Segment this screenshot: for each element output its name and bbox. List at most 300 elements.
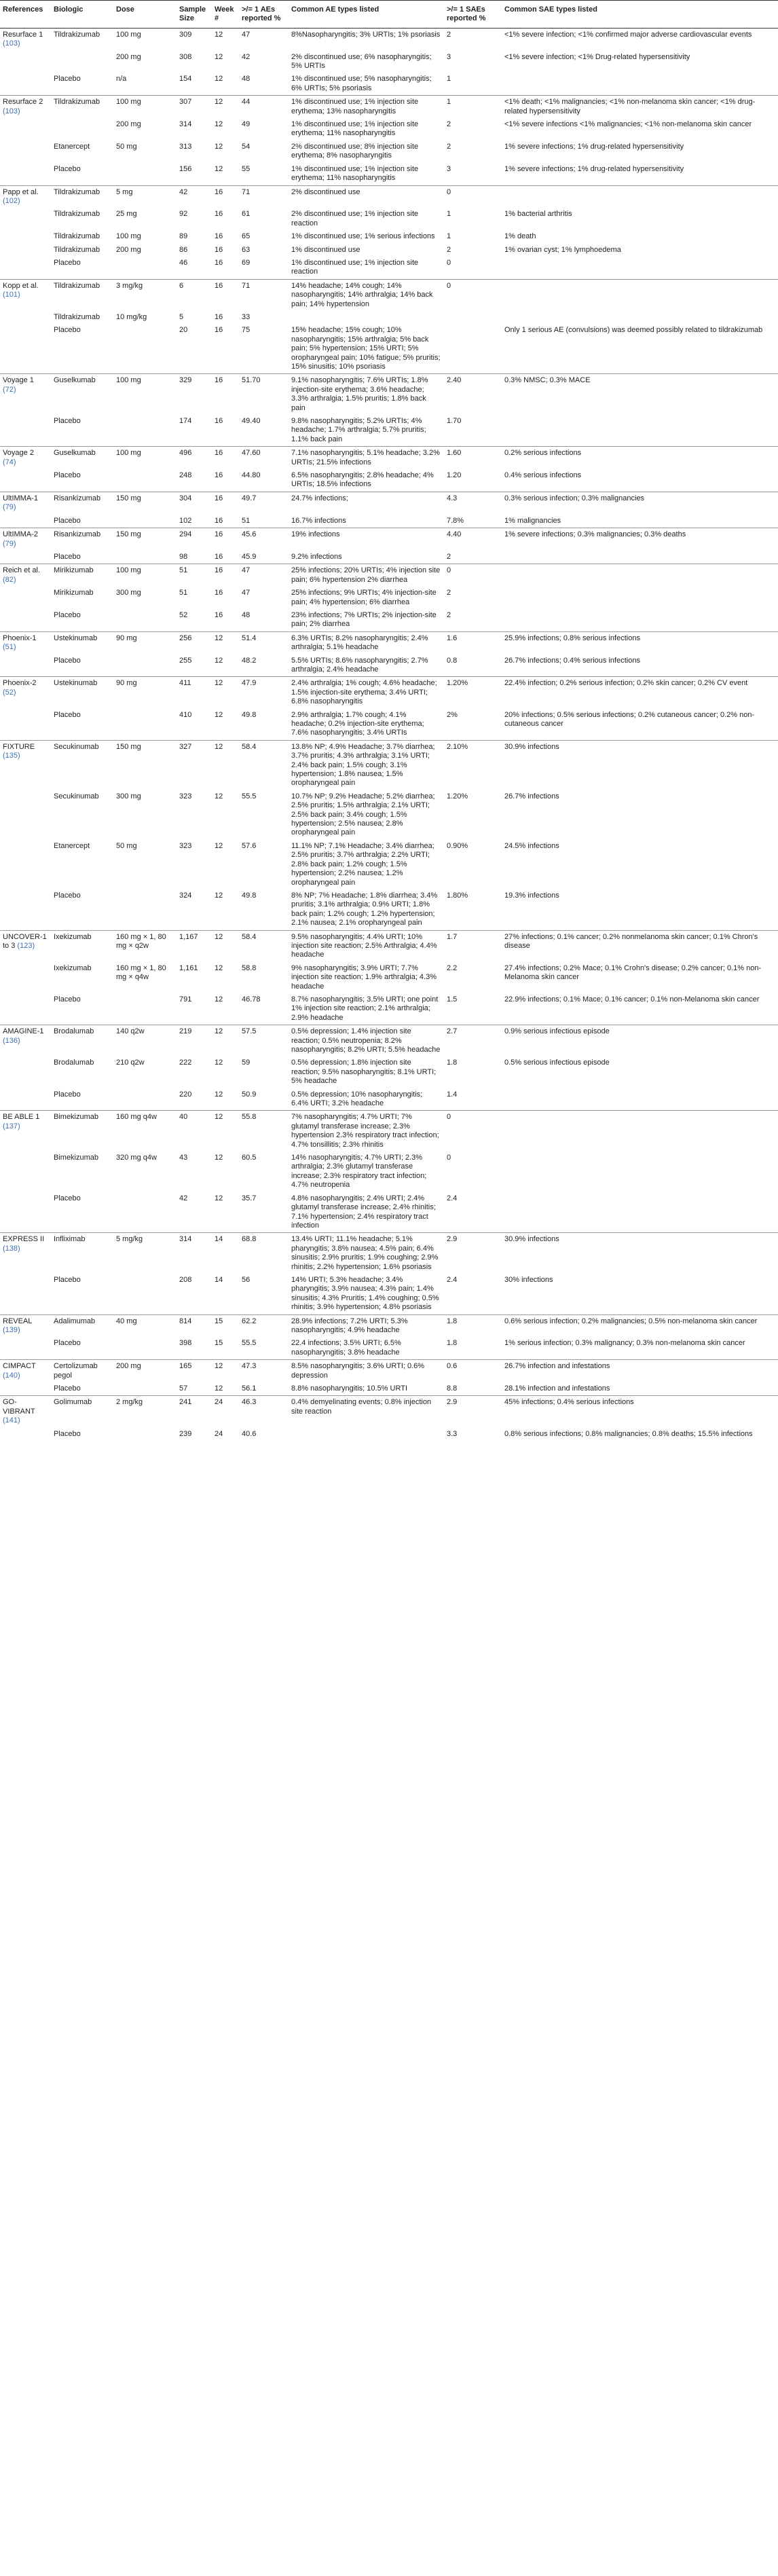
citation-link[interactable]: (141) [3, 1416, 20, 1425]
sample-size-cell: 329 [177, 374, 212, 415]
table-row [0, 889, 778, 930]
study-name: Resurface 1 [3, 30, 43, 39]
ae-percent-cell: 55 [242, 164, 251, 173]
sample-size-cell: 51 [179, 589, 188, 597]
biologic-cell: Placebo [54, 1384, 81, 1393]
reference-cell [0, 1428, 51, 1441]
table-row [0, 1088, 778, 1111]
table-row [0, 185, 778, 208]
common-ae-cell: 14% nasopharyngitis; 4.7% URTI; 2.3% arthralgia; 2.3% glutamyl transferase increase; 2.3% respiratory tract infection; 4.7% neutropenia [291, 1154, 427, 1190]
sample-size-cell: 5 [179, 312, 184, 321]
common-ae-cell: 2% discontinued use; 8% injection site erythema; 8% nasopharyngitis [291, 142, 419, 160]
biologic-cell: Etanercept [54, 142, 90, 151]
common-ae-cell: 9.8% nasopharyngitis; 5.2% URTIs; 4% headache; 1.7% arthralgia; 5.7% pruritis; 1.1% back pain [291, 417, 426, 443]
common-sae-cell: 25.9% infections; 0.8% serious infections [502, 631, 778, 654]
table-row [0, 1111, 778, 1152]
study-name: CIMPACT [3, 1362, 36, 1371]
reference-cell [0, 1233, 51, 1274]
reference-cell [0, 28, 51, 50]
citation-link[interactable]: (101) [3, 291, 20, 299]
common-ae-cell: 15% headache; 15% cough; 10% nasopharyngitis; 15% arthralgia; 5% back pain; 5% hypertension; 15% URTI; 5% oropharyngeal pain; 10% fatigue; 5% pruritis; 15% sinusitis; 10% psoriasis [291, 326, 441, 371]
reference-cell [0, 930, 51, 962]
study-name: AMAGINE-1 [3, 1027, 44, 1036]
dose-cell: 50 mg [116, 841, 137, 850]
dose-cell: 100 mg [113, 96, 177, 118]
dose-cell [113, 515, 177, 528]
reference-cell [0, 1360, 51, 1382]
week-cell: 16 [212, 374, 239, 415]
dose-cell [113, 257, 177, 279]
reference-cell [0, 740, 51, 790]
citation-link[interactable]: (102) [3, 196, 20, 205]
week-cell: 16 [212, 279, 239, 311]
common-sae-cell [502, 587, 778, 609]
citation-link[interactable]: (103) [3, 39, 20, 48]
reference-cell [0, 311, 51, 324]
common-ae-cell: 0.5% depression; 1.4% injection site reaction; 0.5% neutropenia; 8.2% nasopharyngitis; 8.2% URTI; 5.5% headache [289, 1025, 444, 1057]
common-ae-cell: 1% discontinued use [291, 245, 360, 254]
ae-percent-cell: 57.5 [239, 1025, 289, 1057]
common-sae-cell: 22.4% infection; 0.2% serious infection; 0.2% skin cancer; 0.2% CV event [502, 677, 778, 709]
common-ae-cell: 28.9% infections; 7.2% URTI; 5.3% nasopharyngitis; 4.9% headache [289, 1314, 444, 1337]
sample-size-cell: 222 [179, 1059, 192, 1067]
ae-percent-cell: 51.4 [239, 631, 289, 654]
week-cell: 12 [215, 1154, 223, 1162]
reference-cell [0, 469, 51, 492]
common-ae-cell: 8.8% nasopharyngitis; 10.5% URTI [291, 1384, 407, 1393]
table-row [0, 1396, 778, 1428]
sae-percent-cell: 1.6 [444, 631, 502, 654]
week-cell: 12 [212, 1360, 239, 1382]
week-cell: 12 [215, 841, 223, 850]
citation-link[interactable]: (51) [3, 643, 16, 652]
reference-cell [0, 631, 51, 654]
sae-percent-cell: 0 [447, 1154, 451, 1162]
biologic-cell: Placebo [54, 552, 81, 561]
biologic-cell: Placebo [54, 610, 81, 619]
sae-percent-cell: 4.40 [444, 528, 502, 551]
week-cell: 16 [212, 528, 239, 551]
biologic-cell: Tildrakizumab [54, 245, 100, 254]
sae-percent-cell: 3.3 [447, 1429, 458, 1438]
reference-cell [0, 1025, 51, 1057]
common-sae-cell: 30.9% infections [502, 740, 778, 790]
dose-cell [113, 551, 177, 564]
common-sae-cell: 1% malignancies [504, 516, 561, 525]
citation-link[interactable]: (79) [3, 503, 16, 512]
study-name: REVEAL [3, 1317, 33, 1325]
reference-cell [0, 185, 51, 208]
table-row [0, 1274, 778, 1314]
citation-link[interactable]: (139) [3, 1325, 20, 1334]
biologic-cell: Placebo [54, 75, 81, 84]
table-row [0, 257, 778, 279]
table-row [0, 492, 778, 514]
sample-size-cell: 219 [177, 1025, 212, 1057]
dose-cell: 100 mg [113, 564, 177, 587]
ae-percent-cell: 49.8 [242, 891, 257, 900]
week-cell: 12 [215, 75, 223, 84]
ae-percent-cell: 48 [242, 610, 251, 619]
sample-size-cell: 89 [179, 232, 188, 241]
table-row [0, 631, 778, 654]
common-sae-cell: 27.4% infections; 0.2% Mace; 0.1% Crohn's disease; 0.2% cancer; 0.1% non-Melanoma skin cancer [504, 963, 762, 982]
biologic-cell: Ixekizumab [54, 963, 92, 972]
reference-cell [0, 324, 51, 374]
table-row [0, 930, 778, 962]
table-row [0, 324, 778, 374]
common-sae-cell [502, 1152, 778, 1192]
common-sae-cell: 1% serious infection; 0.3% malignancy; 0.3% non-melanoma skin cancer [504, 1339, 745, 1348]
week-cell: 12 [215, 1090, 223, 1099]
common-ae-cell: 1% discontinued use; 1% injection site erythema; 11% nasopharyngitis [291, 164, 419, 183]
ae-percent-cell: 49.8 [242, 710, 257, 719]
table-row [0, 655, 778, 677]
common-ae-cell: 1% discontinued use; 1% injection site reaction [291, 258, 419, 276]
biologic-cell: Tildrakizumab [54, 312, 100, 321]
ae-percent-cell: 57.6 [242, 841, 257, 850]
biologic-cell: Mirikizumab [54, 589, 94, 597]
biologic-cell: Tildrakizumab [51, 185, 113, 208]
dose-cell: 160 mg q4w [113, 1111, 177, 1152]
table-row [0, 51, 778, 73]
biologic-cell: Tildrakizumab [51, 28, 113, 50]
dose-cell [113, 1088, 177, 1111]
ae-percent-cell: 60.5 [242, 1154, 257, 1162]
citation-link[interactable]: (140) [3, 1371, 20, 1380]
citation-link[interactable]: (74) [3, 458, 16, 466]
sae-percent-cell: 1 [447, 75, 451, 84]
week-cell: 12 [212, 740, 239, 790]
reference-cell [0, 1396, 51, 1428]
reference-cell [0, 551, 51, 564]
ae-percent-cell: 46.78 [242, 995, 261, 1004]
reference-cell [0, 374, 51, 415]
reference-cell [0, 244, 51, 257]
reference-cell [0, 1111, 51, 1152]
header-common-sae-types: Common SAE types listed [502, 1, 778, 29]
study-name: Phoenix-2 [3, 679, 37, 688]
biologic-cell: Etanercept [54, 841, 90, 850]
sample-size-cell: 208 [179, 1275, 192, 1284]
reference-cell [0, 1088, 51, 1111]
common-sae-cell: 30% infections [504, 1275, 553, 1284]
sae-percent-cell: 1.7 [444, 930, 502, 962]
common-ae-cell: 1% discontinued use; 1% injection site erythema; 13% nasopharyngitis [289, 96, 444, 118]
reference-cell [0, 1152, 51, 1192]
sample-size-cell: 220 [179, 1090, 192, 1099]
sample-size-cell: 154 [179, 75, 192, 84]
sae-percent-cell: 2 [447, 245, 451, 254]
dose-cell [113, 324, 177, 374]
week-cell: 12 [212, 1025, 239, 1057]
sample-size-cell: 255 [179, 656, 192, 665]
common-sae-cell: 19.3% infections [504, 891, 559, 900]
reference-cell [0, 1314, 51, 1337]
reference-cell [0, 1382, 51, 1396]
header-common-ae-types: Common AE types listed [289, 1, 444, 29]
table-row [0, 1360, 778, 1382]
dose-cell: 100 mg [113, 447, 177, 469]
week-cell: 16 [215, 245, 223, 254]
week-cell: 12 [215, 1059, 223, 1067]
table-row [0, 447, 778, 469]
common-sae-cell: 0.4% serious infections [504, 471, 582, 480]
sample-size-cell: 496 [177, 447, 212, 469]
common-ae-cell: 8.5% nasopharyngitis; 3.6% URTI; 0.6% depression [289, 1360, 444, 1382]
week-cell: 15 [215, 1339, 223, 1348]
week-cell: 12 [215, 792, 223, 801]
biologic-cell: Placebo [54, 995, 81, 1004]
dose-cell [113, 469, 177, 492]
biologic-cell: Placebo [54, 710, 81, 719]
dose-cell [113, 415, 177, 447]
week-cell: 12 [212, 1111, 239, 1152]
common-sae-cell: 1% ovarian cyst; 1% lymphoedema [504, 245, 621, 254]
common-sae-cell: 26.7% infections; 0.4% serious infections [504, 656, 640, 665]
citation-link[interactable]: (82) [3, 575, 16, 584]
ae-percent-cell: 35.7 [242, 1194, 257, 1202]
ae-percent-cell: 51.70 [239, 374, 289, 415]
dose-cell [113, 609, 177, 631]
ae-percent-cell: 58.4 [239, 740, 289, 790]
week-cell: 14 [215, 1275, 223, 1284]
biologic-cell: Placebo [54, 1275, 81, 1284]
ae-percent-cell: 54 [242, 142, 251, 151]
reference-cell [0, 528, 51, 551]
common-ae-cell: 25% infections; 9% URTIs; 4% injection-site pain; 4% hypertension; 6% diarrhea [291, 589, 437, 606]
common-ae-cell: 16.7% infections [291, 516, 346, 525]
week-cell: 16 [215, 417, 223, 426]
biologic-cell: Placebo [54, 1194, 81, 1202]
table-row [0, 73, 778, 95]
ae-percent-cell: 44 [239, 96, 289, 118]
dose-cell: n/a [116, 75, 127, 84]
sample-size-cell: 791 [179, 995, 192, 1004]
week-cell: 12 [212, 677, 239, 709]
reference-cell [0, 163, 51, 185]
table-row [0, 1025, 778, 1057]
citation-link[interactable]: (135) [3, 752, 20, 760]
citation-link[interactable]: (137) [3, 1122, 20, 1130]
sae-percent-cell: 1.20 [447, 471, 462, 480]
biologic-cell: Placebo [54, 417, 81, 426]
sample-size-cell: 102 [179, 516, 192, 525]
table-row [0, 208, 778, 230]
week-cell: 12 [215, 120, 223, 129]
ae-percent-cell: 48.2 [242, 656, 257, 665]
sample-size-cell: 156 [179, 164, 192, 173]
common-sae-cell: Only 1 serious AE (convulsions) was deemed possibly related to tildrakizumab [504, 326, 763, 335]
table-row [0, 1233, 778, 1274]
ae-percent-cell: 55.5 [242, 1339, 257, 1348]
biologic-cell [51, 51, 113, 73]
dose-cell [113, 993, 177, 1025]
table-row [0, 118, 778, 141]
ae-percent-cell: 71 [239, 185, 289, 208]
citation-link[interactable]: (123) [17, 941, 35, 950]
common-ae-cell: 14% URTI; 5.3% headache; 3.4% pharyngitis; 3.9% nausea; 4.3% pain; 1.4% sinusitis; 4.3% Pruritis; 1.4% coughing; 0.5% rhinitis; 3.9% hypertension; 4.8% psoriasis [291, 1275, 439, 1312]
sample-size-cell: 398 [179, 1339, 192, 1348]
dose-cell: 140 q2w [113, 1025, 177, 1057]
reference-cell [0, 655, 51, 677]
common-sae-cell: 0.8% serious infections; 0.8% malignancies; 0.8% deaths; 15.5% infections [504, 1429, 753, 1438]
reference-cell [0, 1274, 51, 1314]
study-name: UltIMMA-2 [3, 530, 38, 539]
biologic-cell: Tildrakizumab [54, 232, 100, 241]
sample-size-cell: 1,167 [177, 930, 212, 962]
table-row [0, 96, 778, 118]
ae-percent-cell: 50.9 [242, 1090, 257, 1099]
week-cell: 16 [215, 589, 223, 597]
study-name: Reich et al. [3, 566, 41, 575]
dose-cell [113, 1274, 177, 1314]
common-sae-cell: 0.5% serious infectious episode [504, 1059, 610, 1067]
common-ae-cell: 8.7% nasopharyngitis; 3.5% URTI; one point 1% injection site reaction; 2.1% arthralgia; 2.9% headache [291, 995, 439, 1022]
reference-cell [0, 141, 51, 163]
table-row [0, 1152, 778, 1192]
common-ae-cell: 2% discontinued use; 1% injection site reaction [291, 210, 419, 227]
table-row [0, 993, 778, 1025]
sae-percent-cell: 1 [447, 210, 451, 219]
sample-size-cell: 165 [177, 1360, 212, 1382]
reference-cell [0, 492, 51, 514]
reference-cell [0, 1337, 51, 1359]
citation-link[interactable]: (136) [3, 1036, 20, 1045]
common-sae-cell: 1% severe infections; 1% drug-related hypersensitivity [504, 142, 684, 151]
table-row [0, 244, 778, 257]
sae-percent-cell: 1.8 [444, 1314, 502, 1337]
common-sae-cell [502, 257, 778, 279]
study-name: GO-VIBRANT [3, 1398, 35, 1416]
week-cell: 12 [212, 96, 239, 118]
sample-size-cell: 42 [179, 1194, 188, 1202]
common-sae-cell: 24.5% infections [504, 841, 559, 850]
common-ae-cell: 6.3% URTIs; 8.2% nasopharyngitis; 2.4% arthralgia; 5.1% headache [289, 631, 444, 654]
table-row [0, 564, 778, 587]
ae-percent-cell: 61 [242, 210, 251, 219]
ae-percent-cell: 33 [242, 312, 251, 321]
sample-size-cell: 51 [177, 564, 212, 587]
sample-size-cell: 92 [179, 210, 188, 219]
week-cell: 16 [215, 232, 223, 241]
sample-size-cell: 241 [177, 1396, 212, 1428]
week-cell: 12 [215, 995, 223, 1004]
ae-percent-cell: 56 [242, 1275, 251, 1284]
dose-cell: 300 mg [116, 589, 141, 597]
common-ae-cell: 11.1% NP; 7.1% Headache; 3.4% diarrhea; 2.5% pruritis; 3.7% arthralgia; 2.2% URTI; 2.8% back pain; 1.2% cough; 1.5% hypertension; 2.2% nausea; 1.2% oropharyngeal pain [291, 841, 434, 887]
reference-cell [0, 609, 51, 631]
common-sae-cell: 1% severe infections; 1% drug-related hypersensitivity [504, 164, 684, 173]
week-cell: 16 [215, 326, 223, 335]
common-ae-cell: 25% infections; 20% URTIs; 4% injection site pain; 6% hypertension 2% diarrhea [289, 564, 444, 587]
sae-percent-cell: 1.8 [447, 1339, 458, 1348]
common-ae-cell: 1% discontinued use; 1% serious infections [291, 232, 435, 241]
common-ae-cell: 0.5% depression; 1.8% injection site reaction; 9.5% nasopharyngitis; 8.1% URTI; 5% headache [291, 1059, 437, 1086]
ae-percent-cell: 44.80 [242, 471, 261, 480]
ae-percent-cell: 48 [242, 75, 251, 84]
dose-cell: 5 mg/kg [113, 1233, 177, 1274]
week-cell: 16 [215, 312, 223, 321]
citation-link[interactable]: (103) [3, 107, 20, 115]
reference-cell [0, 1192, 51, 1233]
sae-percent-cell: 2.7 [444, 1025, 502, 1057]
biologic-cell: Mirikizumab [51, 564, 113, 587]
citation-link[interactable]: (79) [3, 539, 16, 548]
citation-link[interactable]: (72) [3, 385, 16, 394]
sae-percent-cell: 2% [447, 710, 458, 719]
common-ae-cell: 6.5% nasopharyngitis; 2.8% headache; 4% URTIs; 18.5% infections [291, 471, 434, 489]
common-sae-cell [502, 1192, 778, 1233]
dose-cell: 100 mg [113, 28, 177, 50]
study-name: EXPRESS II [3, 1235, 45, 1244]
common-ae-cell: 1% discontinued use; 1% injection site erythema; 11% nasopharyngitis [291, 120, 419, 138]
reference-cell [0, 790, 51, 840]
common-ae-cell: 2.4% arthralgia; 1% cough; 4.6% headache; 1.5% injection-site erythema; 3.4% URTI; 6.8% nasopharyngitis [289, 677, 444, 709]
dose-cell: 320 mg q4w [116, 1154, 157, 1162]
sample-size-cell: 313 [179, 142, 192, 151]
common-sae-cell: 0.3% NMSC; 0.3% MACE [502, 374, 778, 415]
common-ae-cell: 0.5% depression; 10% nasopharyngitis; 6.4% URTI; 3.2% headache [291, 1090, 423, 1108]
common-sae-cell: 1% severe infections; 0.3% malignancies; 0.3% deaths [502, 528, 778, 551]
sae-percent-cell: 2.40 [444, 374, 502, 415]
citation-link[interactable]: (138) [3, 1244, 20, 1253]
sample-size-cell: 256 [177, 631, 212, 654]
common-ae-cell: 22.4 infections; 3.5% URTI; 6.5% nasopharyngitis; 3.8% headache [291, 1339, 401, 1357]
reference-cell [0, 889, 51, 930]
table-row [0, 1337, 778, 1359]
common-ae-cell: 8%Nasopharyngitis; 3% URTIs; 1% psoriasis [289, 28, 444, 50]
biologic-cell: Adalimumab [51, 1314, 113, 1337]
common-ae-cell: 24.7% infections; [289, 492, 444, 514]
dose-cell: 210 q2w [116, 1059, 145, 1067]
dose-cell: 200 mg [113, 1360, 177, 1382]
sae-percent-cell: 2.10% [444, 740, 502, 790]
sae-percent-cell: 1.5 [447, 995, 458, 1004]
biologic-cell: Brodalumab [51, 1025, 113, 1057]
citation-link[interactable]: (52) [3, 688, 16, 697]
header-ae-percent: >/= 1 AEs reported % [239, 1, 289, 29]
common-sae-cell [502, 551, 778, 564]
sae-percent-cell: 2 [447, 142, 451, 151]
table-row [0, 709, 778, 741]
sample-size-cell: 307 [177, 96, 212, 118]
biologic-cell: Placebo [54, 258, 81, 267]
sample-size-cell: 410 [179, 710, 192, 719]
common-ae-cell: 4.8% nasopharyngitis; 2.4% URTI; 2.4% glutamyl transferase increase; 2.4% rhinitis; 7.1% hypertension; 2.4% respiratory tract infection [291, 1194, 436, 1230]
week-cell: 12 [215, 963, 223, 972]
table-row [0, 962, 778, 993]
biologic-cell: Tildrakizumab [51, 96, 113, 118]
sae-percent-cell: 1 [444, 96, 502, 118]
common-ae-cell: 2% discontinued use [289, 185, 444, 208]
ae-percent-cell: 45.6 [239, 528, 289, 551]
sample-size-cell: 6 [177, 279, 212, 311]
ae-percent-cell: 49.40 [242, 417, 261, 426]
week-cell: 12 [215, 656, 223, 665]
dose-cell: 160 mg × 1, 80 mg × q2w [113, 930, 177, 962]
ae-percent-cell: 49.7 [239, 492, 289, 514]
ae-percent-cell: 47 [239, 564, 289, 587]
common-sae-cell: 22.9% infections; 0.1% Mace; 0.1% cancer; 0.1% non-Melanoma skin cancer [504, 995, 760, 1004]
week-cell: 24 [212, 1396, 239, 1428]
biologic-cell: Placebo [54, 1090, 81, 1099]
ae-percent-cell: 47 [239, 28, 289, 50]
ae-percent-cell: 68.8 [239, 1233, 289, 1274]
study-name: Voyage 2 [3, 449, 34, 458]
common-sae-cell: 20% infections; 0.5% serious infections; 0.2% cutaneous cancer; 0.2% non-cutaneous cancer [504, 710, 755, 728]
common-sae-cell: 0.6% serious infection; 0.2% malignancies; 0.5% non-melanoma skin cancer [502, 1314, 778, 1337]
